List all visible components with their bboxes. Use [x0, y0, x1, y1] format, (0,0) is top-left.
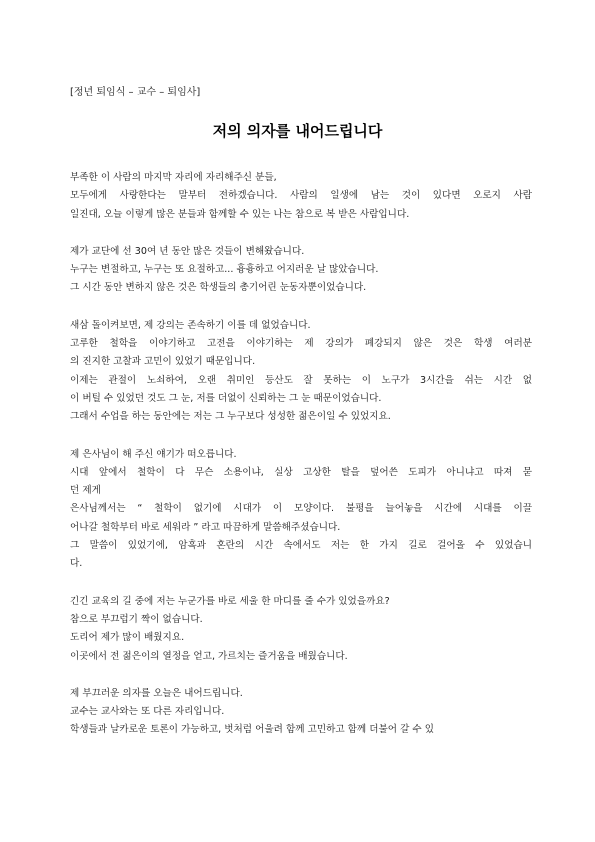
text-line: 참으로 부끄럽기 짝이 없습니다.	[70, 613, 203, 625]
text-line: 교수는 교사와는 또 다른 자리입니다.	[70, 706, 225, 718]
text-line: 제가 교단에 선 30여 년 동안 많은 것들이 변해왔습니다.	[70, 245, 305, 257]
text-line: 긴긴 교육의 길 중에 저는 누군가를 바로 세울 한 마디를 줄 수가 있었을까요?	[70, 595, 390, 607]
text-line: 제 은사님이 해 주신 얘기가 떠오릅니다.	[70, 448, 237, 460]
paragraph	[70, 685, 532, 740]
body-text	[70, 169, 532, 759]
text-line: 일진대, 오늘 이렇게 많은 분들과 함께할 수 있는 나는 참으로 복 받은 사람입니다.	[70, 208, 410, 220]
paragraph	[70, 446, 532, 574]
paragraph	[70, 593, 532, 666]
text-line: 어나갈 철학부터 바로 세워라 ” 라고 따끔하게 말씀해주셨습니다.	[70, 521, 341, 533]
header-tag: [정년 퇴임식 – 교수 – 퇴임사]	[70, 87, 201, 98]
paragraph	[70, 317, 532, 427]
page-title: 저의 의자를 내어드립니다	[212, 122, 383, 140]
text-line: 부족한 이 사람의 마지막 자리에 자리해주신 분들,	[70, 172, 277, 183]
text-line: 누구는 변절하고, 누구는 또 요절하고... 흉흉하고 어지러운 날 많았습니다.	[70, 264, 379, 276]
paragraph	[70, 243, 532, 298]
text-line: 도리어 제가 많이 배웠지요.	[70, 632, 185, 644]
paragraph	[70, 169, 532, 224]
text-line: 그래서 수업을 하는 동안에는 저는 그 누구보다 성성한 젊은이일 수 있었지요.	[70, 411, 391, 423]
text-line: 그 시간 동안 변하지 않은 것은 학생들의 총기어린 눈동자뿐이었습니다.	[70, 282, 367, 294]
text-line: 제 부끄러운 의자를 오늘은 내어드립니다.	[70, 687, 243, 699]
text-line: 고루한 철학을 이야기하고 고전을 이야기하는 제 강의가 폐강되지 않은 것은 학생 여러분	[70, 338, 532, 350]
text-line: 던 제게	[70, 485, 101, 497]
text-line: 이곳에서 전 젊은이의 열정을 얻고, 가르치는 즐거움을 배웠습니다.	[70, 650, 348, 662]
text-line: 이제는 관절이 노쇠하여, 오랜 취미인 등산도 잘 못하는 이 노구가 3시간을 쉬는 시간 없	[70, 374, 532, 386]
text-line: 이 버틸 수 있었던 것도 그 눈, 저를 더없이 신뢰하는 그 눈 때문이었습니다.	[70, 392, 382, 404]
text-line: 은사님께서는 “ 철학이 없기에 시대가 이 모양이다. 불평을 늘어놓을 시간에 시대를 이끌	[70, 503, 532, 515]
text-line: 그 말씀이 있었기에, 암흑과 혼란의 시간 속에서도 저는 한 가지 길로 걸어올 수 있었습니	[70, 540, 532, 552]
text-line: 시대 앞에서 철학이 다 무슨 소용이냐, 실상 고상한 탈을 덮어쓴 도피가 아니냐고 따져 묻	[70, 466, 532, 478]
text-line: 다.	[70, 558, 83, 570]
text-line: 학생들과 날카로운 토론이 가능하고, 벗처럼 어울려 함께 고민하고 함께 더불어 갈 수 있	[70, 724, 435, 736]
text-line: 새삼 돌이켜보면, 제 강의는 존속하기 이를 데 없었습니다.	[70, 319, 311, 331]
text-line: 의 진지한 고찰과 고민이 있었기 때문입니다.	[70, 356, 256, 368]
text-line: 모두에게 사랑한다는 말부터 전하겠습니다. 사람의 일생에 남는 것이 있다면 오로지 사람	[70, 190, 532, 202]
